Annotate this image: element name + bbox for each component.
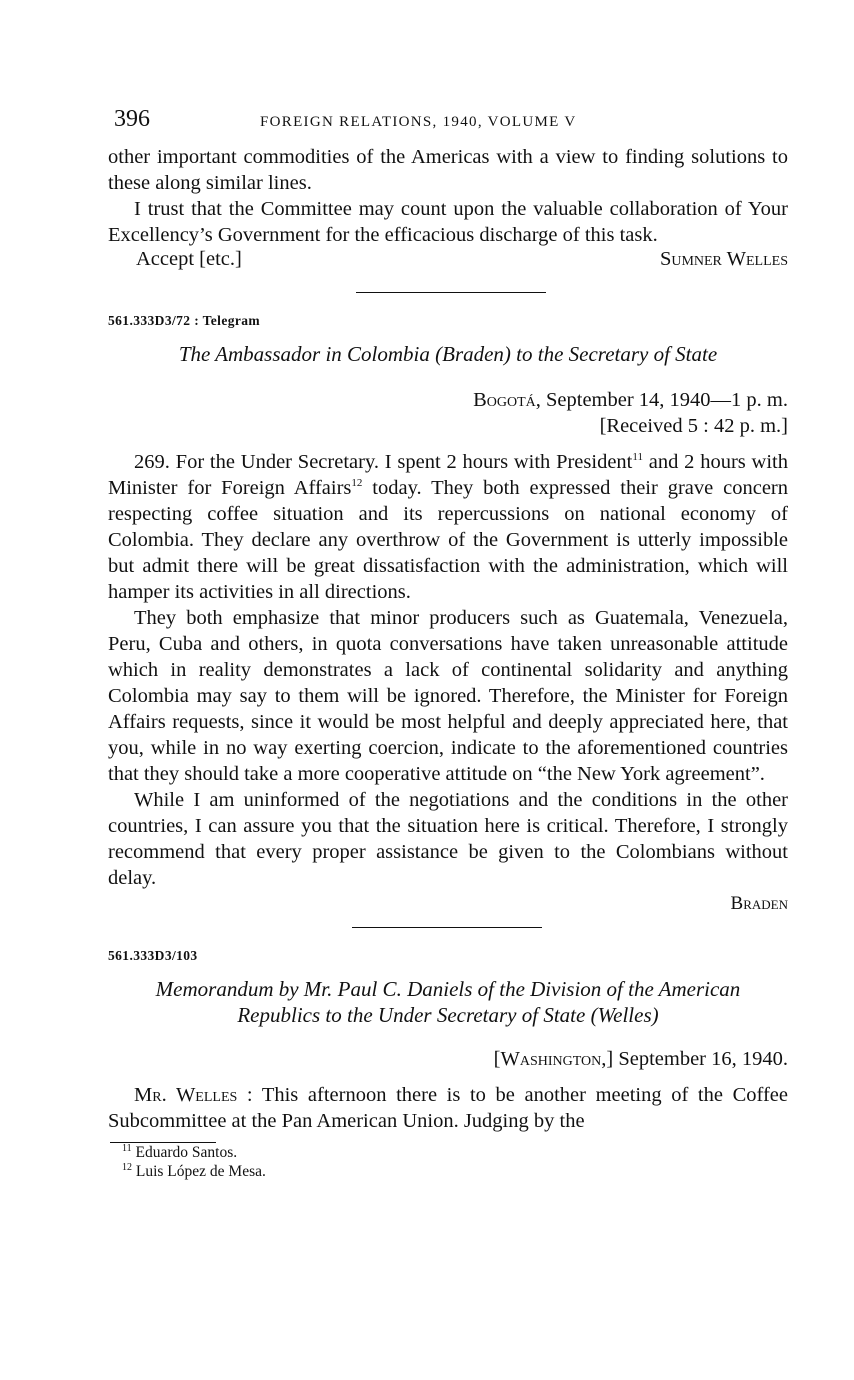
- signature-braden: Braden: [730, 893, 788, 914]
- document-title: The Ambassador in Colombia (Braden) to the Secretary of State: [178, 342, 718, 366]
- running-title: FOREIGN RELATIONS, 1940, VOLUME V: [260, 114, 577, 130]
- running-header: [108, 100, 788, 144]
- closing-paragraph: I trust that the Committee may count upon the valuable collaboration of Your Excellency’s Government for the efficacious discharge of this task.: [108, 198, 788, 246]
- dateline-place: Bogotá,: [473, 389, 541, 411]
- telegram-paragraph-1: [108, 449, 788, 605]
- carryover-paragraph: other important commodities of the Americas with a view to finding solutions to these along similar lines.: [108, 146, 788, 194]
- salutation: Mr. Welles :: [134, 1084, 253, 1106]
- footnote-ref[interactable]: 11: [632, 451, 643, 464]
- telegram-paragraph-2: They both emphasize that minor producers such as Guatemala, Venezuela, Peru, Cuba and others, in quota conversations have taken unreasonable attitude which in reality demonstrates a lack of continental solidarity and anything Colombia may say to them will be ignored. Therefore, the Minister for Foreign Affairs requests, since it would be most helpful and deeply appreciated here, that you, while in no way exerting coercion, indicate to the aforementioned countries that they should take a more cooperative attitude on “the New York agreement”.: [108, 607, 788, 785]
- paragraph-text: and 2 hours with Minister for Foreign Affairs: [108, 451, 788, 499]
- accept-formula: Accept [etc.]: [136, 248, 242, 270]
- footnote-number: 11: [122, 1142, 132, 1154]
- paragraph-text: This afternoon there is to be another meeting of the Coffee Subcommittee at the Pan American Union. Judging by the: [108, 1084, 788, 1132]
- footnote-number: 12: [122, 1161, 132, 1173]
- memorandum-title: [108, 976, 788, 1028]
- footnote-12: [122, 1162, 788, 1181]
- footnote-11: [122, 1143, 788, 1162]
- letter-signoff: [108, 248, 788, 278]
- page-number: 396: [114, 106, 150, 132]
- paragraph-text: today. They both expressed their grave concern respecting coffee situation and its repercussions on national economy of Colombia. They declare any overthrow of the Government is utterly impossible but admit there will be great dissatisfaction with the administration, which will hamper its activities in all directions.: [108, 477, 789, 603]
- memorandum-title-line: Memorandum by Mr. Paul C. Daniels of the Division of the American: [155, 977, 741, 1001]
- document-id: 561.333D3/103: [108, 948, 198, 963]
- document-page: [108, 100, 788, 1181]
- memorandum-dateline: [108, 1046, 788, 1072]
- section-divider: [352, 927, 542, 928]
- dateline-date: September 16, 1940.: [618, 1048, 788, 1070]
- memorandum-paragraph-1: [108, 1082, 788, 1134]
- footnote-text: Luis López de Mesa.: [135, 1163, 266, 1180]
- paragraph-text: 269. For the Under Secretary. I spent 2 hours with President: [134, 451, 633, 473]
- signature-welles: Sumner Welles: [659, 248, 788, 270]
- received-time: [Received 5 : 42 p. m.]: [599, 415, 788, 437]
- telegram-paragraph-3: While I am uninformed of the negotiations and the conditions in the other countries, I can assure you that the situation here is critical. Therefore, I strongly recommend that every proper assistance be given to the Colombians without delay.: [108, 789, 788, 889]
- document-id: 561.333D3/72 : Telegram: [108, 313, 261, 328]
- dateline-date: September 14, 1940—1 p. m.: [546, 389, 788, 411]
- memorandum-title-line: Republics to the Under Secretary of State (Welles): [237, 1003, 659, 1027]
- dateline-place: [Washington,]: [493, 1048, 614, 1070]
- section-divider: [356, 292, 546, 293]
- footnote-ref[interactable]: 12: [351, 477, 363, 490]
- footnote-text: Eduardo Santos.: [135, 1144, 238, 1161]
- dateline: [108, 387, 788, 413]
